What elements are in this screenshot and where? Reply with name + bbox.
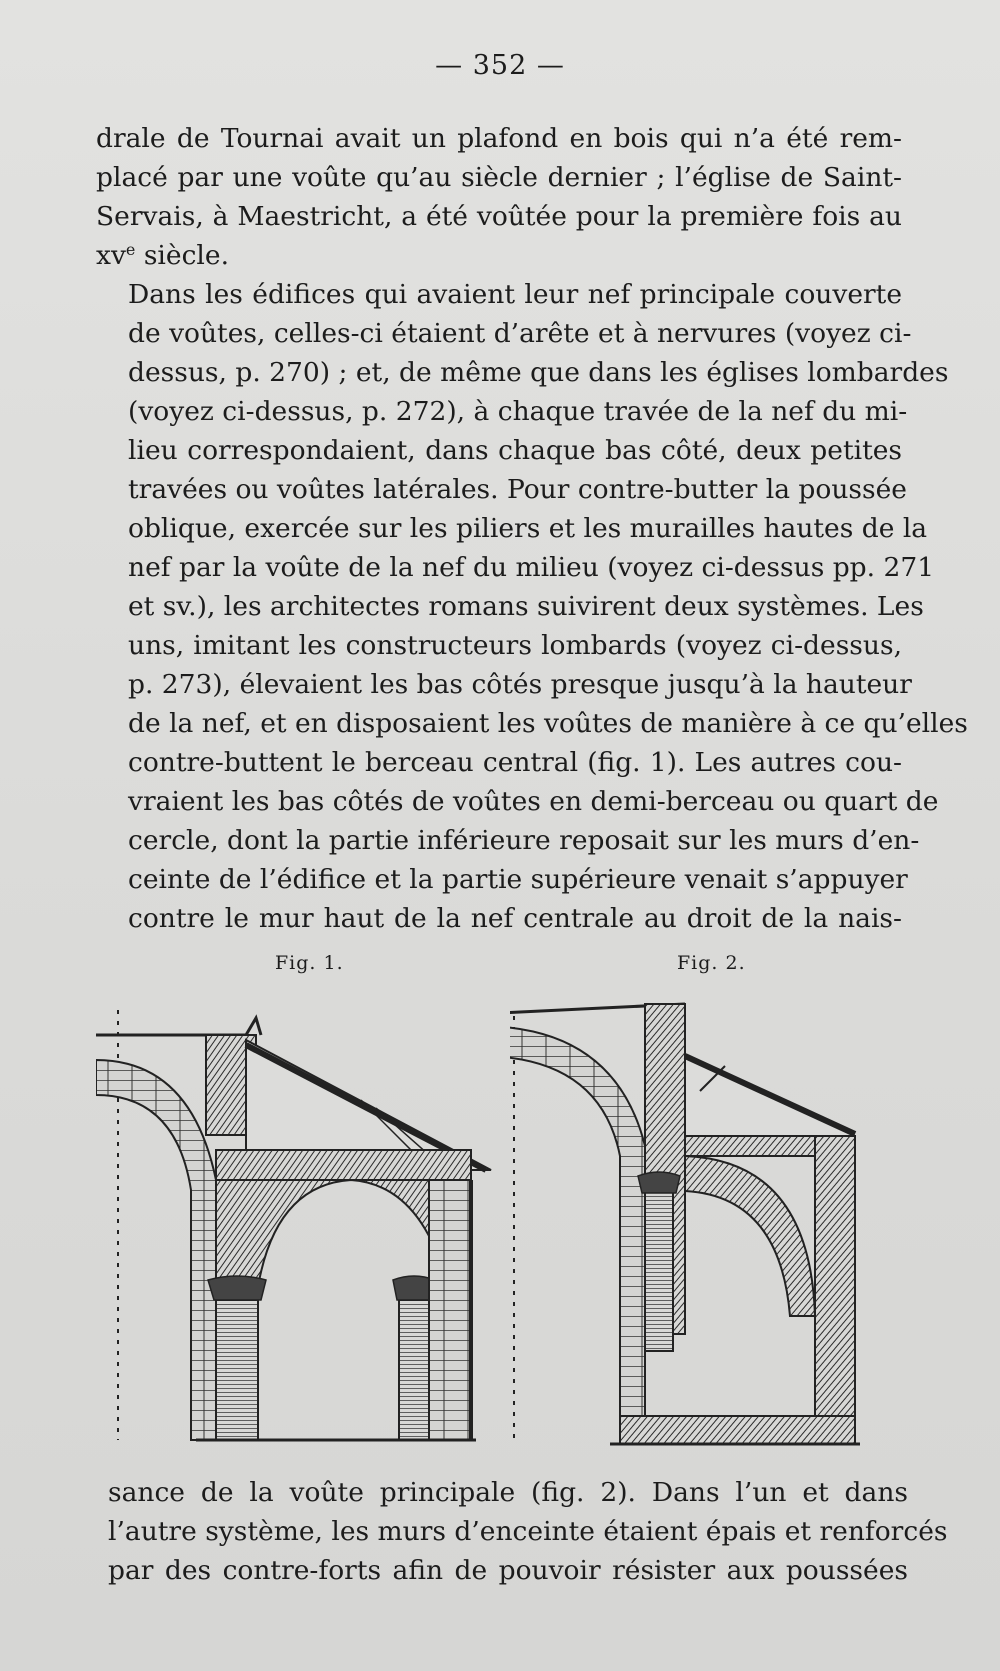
paragraph-3 xyxy=(108,1473,948,1590)
text-line: cercle, dont la partie inférieure reposait sur les murs d’en- xyxy=(128,825,920,856)
text-line: uns, imitant les constructeurs lombards (voyez ci-dessus, xyxy=(128,630,902,661)
capital-left xyxy=(208,1276,266,1300)
outer-wall xyxy=(815,1136,855,1444)
text-line: l’autre système, les murs d’enceinte étaient épais et renforcés xyxy=(108,1516,948,1547)
barrel-vault xyxy=(96,1060,216,1440)
text-line: vraient les bas côtés de voûtes en demi-berceau ou quart de xyxy=(128,786,939,817)
text-line: Servais, à Maestricht, a été voûtée pour la première fois au xyxy=(96,201,902,232)
text-line: de la nef, et en disposaient les voûtes de manière à ce qu’elles xyxy=(128,708,968,739)
text-line: drale de Tournai avait un plafond en bois qui n’a été rem- xyxy=(96,123,902,154)
text-line: nef par la voûte de la nef du milieu (voyez ci-dessus pp. 271 xyxy=(128,552,935,583)
text-line: sance de la voûte principale (fig. 2). Dans l’un et dans xyxy=(108,1477,908,1508)
figure-1-engraving xyxy=(96,1000,526,1460)
figure-2-caption: Fig. 2. xyxy=(677,952,746,974)
capital xyxy=(638,1172,680,1193)
text-line: contre le mur haut de la nef centrale au droit de la nais- xyxy=(128,903,902,934)
text-line: par des contre-forts afin de pouvoir résister aux poussées xyxy=(108,1555,908,1586)
text-line: dessus, p. 270) ; et, de même que dans les églises lombardes xyxy=(128,357,949,388)
figure-1-drawing xyxy=(96,1000,526,1460)
figure-2-drawing xyxy=(510,996,915,1456)
text-line xyxy=(96,236,902,275)
text-line: de voûtes, celles-ci étaient d’arête et à nervures (voyez ci- xyxy=(128,318,912,349)
figure-2-engraving xyxy=(510,996,915,1456)
figure-1-caption: Fig. 1. xyxy=(275,952,344,974)
text-line: et sv.), les architectes romans suivirent deux systèmes. Les xyxy=(128,591,924,622)
outer-wall xyxy=(429,1180,471,1440)
text-line: p. 273), élevaient les bas côtés presque jusqu’à la hauteur xyxy=(128,669,912,700)
text-line: ceinte de l’édifice et la partie supérieure venait s’appuyer xyxy=(128,864,908,895)
column-left xyxy=(216,1300,258,1440)
main-text-top xyxy=(96,119,968,938)
paragraph-1 xyxy=(96,119,902,275)
century-numeral: xv xyxy=(96,240,126,271)
text-line: (voyez ci-dessus, p. 272), à chaque travée de la nef du mi- xyxy=(128,396,908,427)
column xyxy=(645,1191,673,1351)
text-line: placé par une voûte qu’au siècle dernier ; l’église de Saint- xyxy=(96,162,902,193)
main-text-bottom xyxy=(108,1473,948,1590)
paragraph-2 xyxy=(96,275,968,938)
text-line: Dans les édifices qui avaient leur nef principale couverte xyxy=(128,279,902,310)
text-line: contre-buttent le berceau central (fig. 1). Les autres cou- xyxy=(128,747,902,778)
page-number: — 352 — xyxy=(435,50,565,81)
text-fragment: siècle. xyxy=(135,240,229,271)
barrel-vault xyxy=(510,1026,645,1444)
column-right xyxy=(399,1300,429,1440)
text-line: travées ou voûtes latérales. Pour contre-butter la poussée xyxy=(128,474,907,505)
text-line: oblique, exercée sur les piliers et les murailles hautes de la xyxy=(128,513,928,544)
quarter-vault xyxy=(685,1156,815,1316)
text-line: lieu correspondaient, dans chaque bas côté, deux petites xyxy=(128,435,902,466)
century-superscript: e xyxy=(125,240,136,259)
